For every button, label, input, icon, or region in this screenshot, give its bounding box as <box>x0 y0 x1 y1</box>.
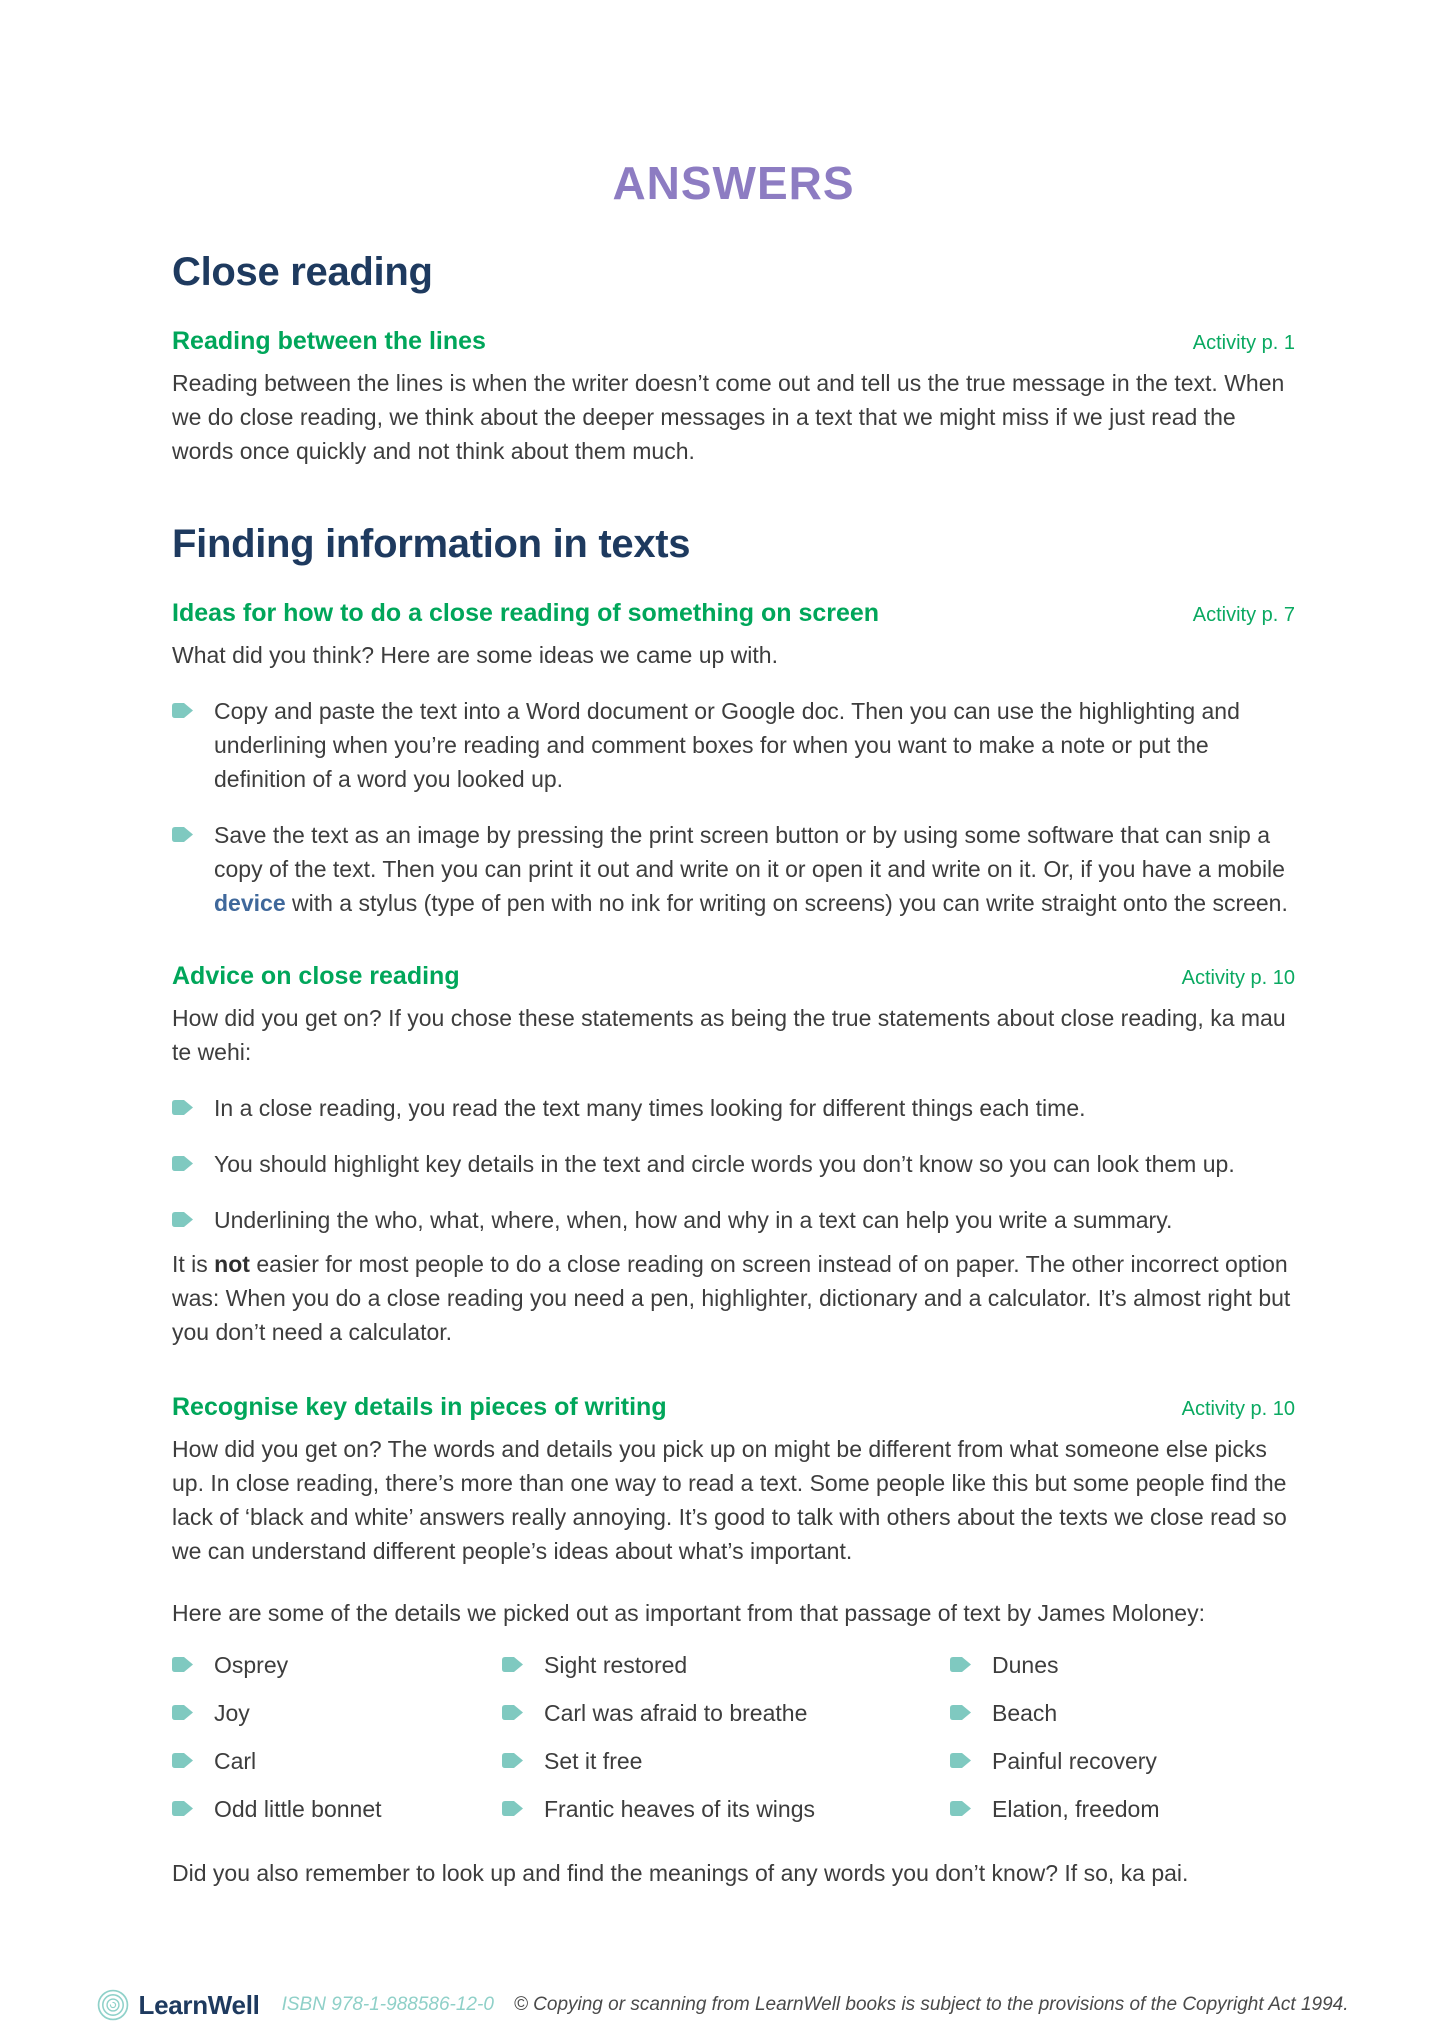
list-item <box>172 694 1295 796</box>
learnwell-brand <box>96 1988 259 2022</box>
list-item <box>172 1744 502 1778</box>
subheading-ideas-close-reading-screen: Ideas for how to do a close reading of something on screen <box>172 599 880 627</box>
arrow-bullet-icon <box>172 1100 193 1115</box>
list-item-text: Copy and paste the text into a Word document or Google doc. Then you can use the highlighting and underlining when you’re reading and comment boxes for when you want to make a note or put the definition of a word you looked up. <box>214 698 1240 792</box>
text-run: It is <box>172 1251 215 1277</box>
list-item <box>172 1147 1295 1181</box>
list-item <box>172 1792 502 1826</box>
arrow-bullet-icon <box>172 827 193 842</box>
brand-name: LearnWell <box>138 1989 260 2020</box>
list-item-text: Dunes <box>992 1652 1059 1678</box>
key-details-list <box>172 1648 1295 1826</box>
list-item-text: Joy <box>214 1700 250 1726</box>
emphasis-word: not <box>214 1251 250 1277</box>
subhead-row-advice <box>172 962 1295 991</box>
subheading-reading-between-lines: Reading between the lines <box>172 327 486 355</box>
list-item <box>950 1792 1295 1826</box>
list-item <box>950 1744 1295 1778</box>
arrow-bullet-icon <box>172 703 193 718</box>
list-item-text: Painful recovery <box>992 1748 1157 1774</box>
arrow-bullet-icon <box>172 1156 193 1171</box>
list-item <box>950 1648 1295 1682</box>
isbn-text: ISBN 978-1-988586-12-0 <box>281 1994 494 2015</box>
list-item-text: In a close reading, you read the text many times looking for different things each time. <box>214 1095 1086 1121</box>
arrow-bullet-icon <box>172 1212 193 1227</box>
arrow-bullet-icon <box>950 1753 971 1768</box>
list-item <box>172 1648 502 1682</box>
heading-close-reading: Close reading <box>172 250 433 294</box>
list-item-text: You should highlight key details in the text and circle words you don’t know so you can look them up. <box>214 1151 1235 1177</box>
subhead-row-reading-between-lines <box>172 327 1295 356</box>
list-item <box>502 1696 950 1730</box>
list-item-text: Carl <box>214 1748 257 1774</box>
list-item-text <box>214 818 1295 920</box>
list-item-text: Carl was afraid to breathe <box>544 1700 808 1726</box>
activity-ref: Activity p. 1 <box>1192 332 1295 354</box>
list-item <box>502 1744 950 1778</box>
list-item-text: Sight restored <box>544 1652 688 1678</box>
list-item-text: Osprey <box>214 1652 289 1678</box>
arrow-bullet-icon <box>172 1801 193 1816</box>
subhead-row-ideas <box>172 599 1295 628</box>
page-footer <box>0 1988 1445 2022</box>
subheading-advice-close-reading: Advice on close reading <box>172 962 460 990</box>
list-item <box>502 1648 950 1682</box>
activity-ref: Activity p. 7 <box>1192 604 1295 626</box>
arrow-bullet-icon <box>950 1705 971 1720</box>
text-run: easier for most people to do a close reading on screen instead of on paper. The other incorrect option was: When you do a close reading you need a pen, highlighter, dictionary and a calculator. It’s almost right but you don’t need a calculator. <box>172 1251 1291 1345</box>
page-title: ANSWERS <box>612 157 855 209</box>
paragraph: Here are some of the details we picked out as important from that passage of text by James Moloney: <box>172 1600 1205 1626</box>
arrow-bullet-icon <box>950 1801 971 1816</box>
arrow-bullet-icon <box>172 1657 193 1672</box>
subheading-recognise-key-details: Recognise key details in pieces of writing <box>172 1393 667 1421</box>
learnwell-logo-icon <box>96 1988 130 2022</box>
list-item-text: Elation, freedom <box>992 1796 1160 1822</box>
arrow-bullet-icon <box>502 1801 523 1816</box>
paragraph: How did you get on? If you chose these statements as being the true statements about close reading, ka mau te wehi: <box>172 1005 1286 1065</box>
paragraph: Did you also remember to look up and find the meanings of any words you don’t know? If so, ka pai. <box>172 1860 1189 1886</box>
paragraph: Reading between the lines is when the writer doesn’t come out and tell us the true message in the text. When we do close reading, we think about the deeper messages in a text that we might miss if we just read the words once quickly and not think about them much. <box>172 370 1285 464</box>
list-item-text: Odd little bonnet <box>214 1796 382 1822</box>
activity-ref: Activity p. 10 <box>1181 967 1295 989</box>
arrow-bullet-icon <box>502 1753 523 1768</box>
glossary-term: device <box>214 890 286 916</box>
list-item-text: Beach <box>992 1700 1058 1726</box>
list-item <box>172 1203 1295 1237</box>
text-run: Save the text as an image by pressing the print screen button or by using some software that can snip a copy of the text. Then you can print it out and write on it or open it and write on it. Or, if you have a mobile <box>214 822 1285 882</box>
paragraph <box>172 1247 1295 1349</box>
list-item-text: Set it free <box>544 1748 643 1774</box>
activity-ref: Activity p. 10 <box>1181 1398 1295 1420</box>
arrow-bullet-icon <box>172 1705 193 1720</box>
list-item-text: Underlining the who, what, where, when, how and why in a text can help you write a summary. <box>214 1207 1173 1233</box>
arrow-bullet-icon <box>502 1657 523 1672</box>
list-item <box>172 818 1295 920</box>
list-item <box>502 1792 950 1826</box>
list-item <box>172 1696 502 1730</box>
heading-finding-information: Finding information in texts <box>172 522 691 566</box>
paragraph: How did you get on? The words and details you pick up on might be different from what someone else picks up. In close reading, there’s more than one way to read a text. Some people like this but some people find the lack of ‘black and white’ answers really annoying. It’s good to talk with others about the texts we close read so we can understand different people’s ideas about what’s important. <box>172 1436 1287 1564</box>
arrow-bullet-icon <box>502 1705 523 1720</box>
arrow-bullet-icon <box>950 1657 971 1672</box>
subhead-row-recognise <box>172 1393 1295 1422</box>
paragraph: What did you think? Here are some ideas we came up with. <box>172 642 778 668</box>
list-item <box>172 1091 1295 1125</box>
text-run: with a stylus (type of pen with no ink for writing on screens) you can write straight onto the screen. <box>285 890 1288 916</box>
copyright-text: © Copying or scanning from LearnWell books is subject to the provisions of the Copyright Act 1994. <box>513 1994 1349 2015</box>
list-item <box>950 1696 1295 1730</box>
arrow-bullet-icon <box>172 1753 193 1768</box>
list-item-text: Frantic heaves of its wings <box>544 1796 816 1822</box>
